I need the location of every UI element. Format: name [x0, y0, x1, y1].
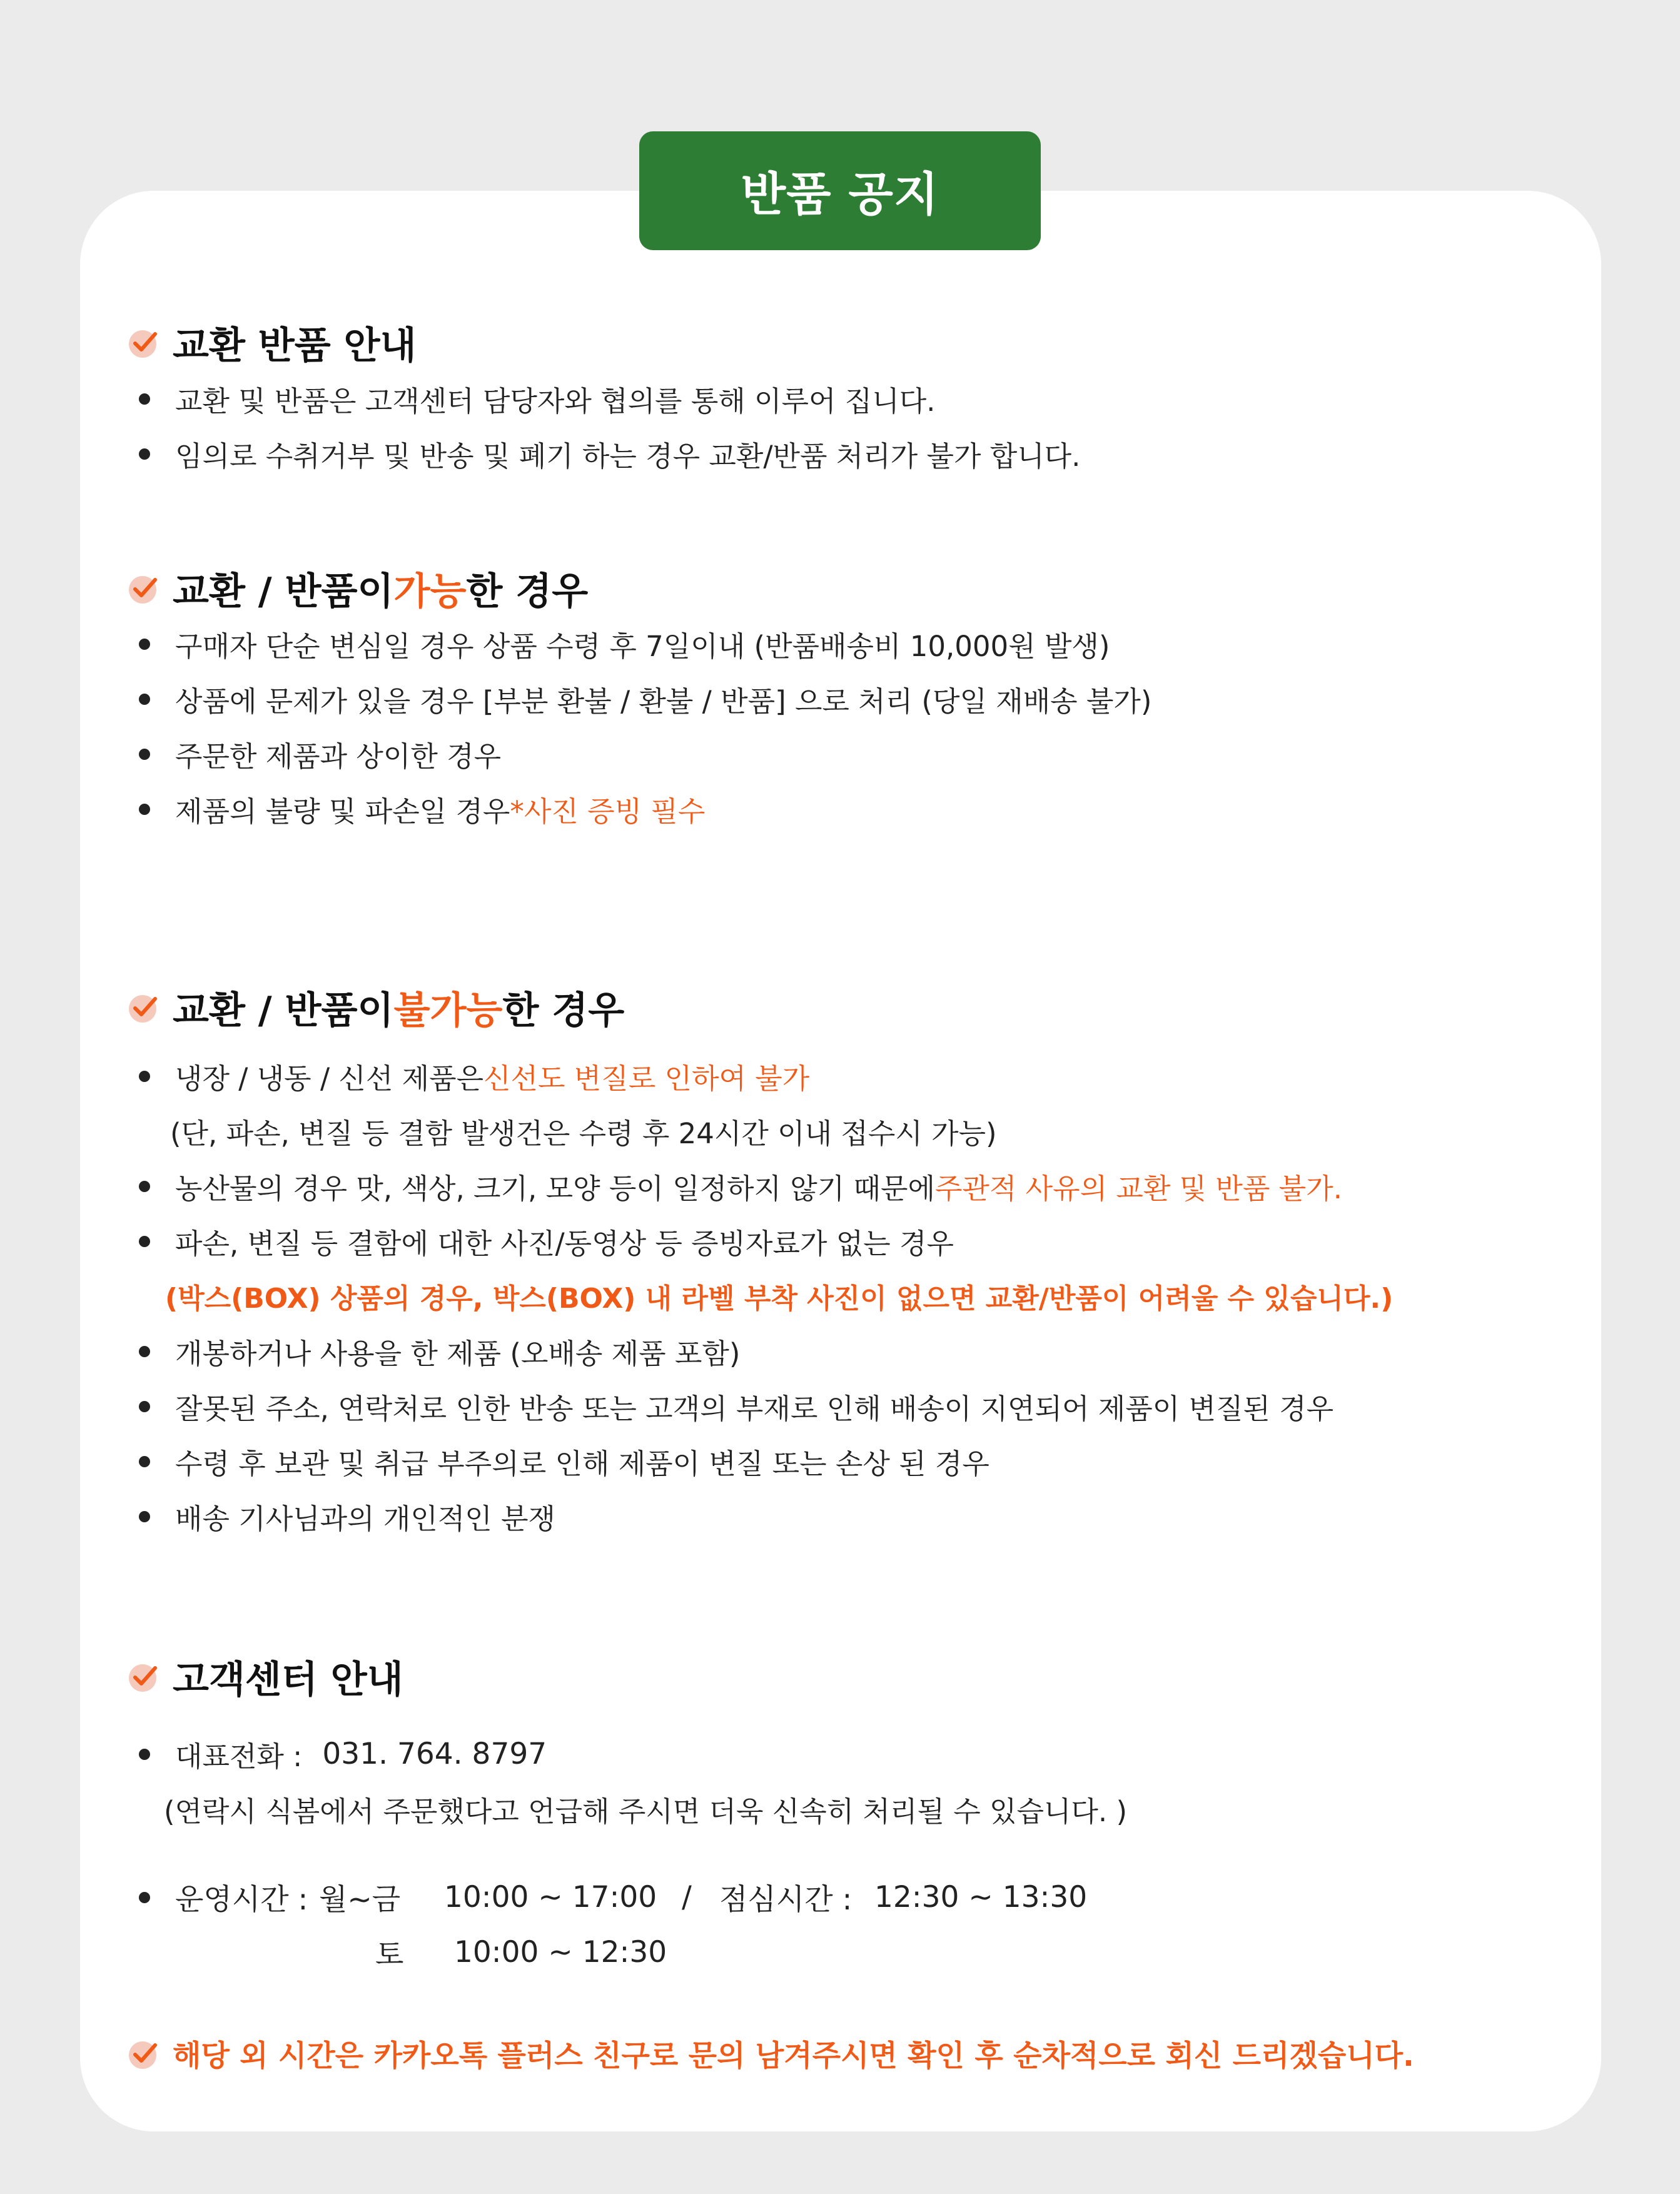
heading-text: 한 경우 [502, 989, 625, 1033]
item-highlight: 신선도 변질로 인하여 불가 [483, 1062, 810, 1095]
bullet [139, 694, 150, 705]
phone-number[interactable]: 031. 764. 8797 [322, 1737, 547, 1771]
list-item [139, 624, 1110, 664]
bullet [139, 1456, 150, 1467]
check-icon [128, 326, 160, 359]
heading-highlight: 불가능 [393, 989, 503, 1033]
phone-row [139, 1734, 547, 1774]
list-item-continuation: (박스(BOX) 상품의 경우, 박스(BOX) 내 라벨 부착 사진이 없으면 교환/반품이 어려울 수 있습니다.) [165, 1283, 1394, 1315]
bullet [139, 1236, 150, 1247]
lunch-hours: 12:30 ~ 13:30 [874, 1880, 1088, 1914]
heading-text: 교환 / 반품이 [173, 570, 394, 614]
bullet [139, 639, 150, 650]
list-item [139, 1386, 1333, 1427]
weekday-label: 월~금 [319, 1883, 401, 1917]
bullet [139, 804, 150, 815]
bullet [139, 1401, 150, 1412]
phone-note: (연락시 식봄에서 주문했다고 언급해 주시면 더욱 신속히 처리될 수 있습니다. ) [164, 1795, 1128, 1828]
item-text: 잘못된 주소, 연락처로 인한 반송 또는 고객의 부재로 인해 배송이 지연되어 제품이 변질된 경우 [175, 1392, 1334, 1425]
bullet [139, 749, 150, 760]
list-item [139, 433, 1080, 474]
page-title: 반품 공지 [639, 131, 1041, 250]
bullet [139, 1071, 150, 1082]
separator: / [682, 1880, 692, 1914]
list-item-continuation: (단, 파손, 변질 등 결함 발생건은 수령 후 24시간 이내 접수시 가능) [170, 1117, 997, 1150]
item-text: 제품의 불량 및 파손일 경우 [175, 795, 510, 828]
list-item [139, 789, 705, 829]
section-heading-exchange-guide [128, 316, 417, 370]
item-highlight: *사진 증빙 필수 [510, 795, 706, 828]
footer-note [128, 2033, 1414, 2075]
item-text: 임의로 수취거부 및 반송 및 폐기 하는 경우 교환/반품 처리가 불가 합니다. [175, 440, 1081, 473]
hours-row [139, 1876, 1087, 1918]
hours-label: 운영시간 : [175, 1883, 308, 1917]
item-text: 개봉하거나 사용을 한 제품 (오배송 제품 포함) [175, 1337, 741, 1370]
list-item [139, 1166, 1342, 1206]
section-heading-possible [128, 562, 588, 615]
check-icon [128, 572, 160, 605]
item-text: 배송 기사님과의 개인적인 분쟁 [175, 1502, 556, 1535]
heading-text: 한 경우 [466, 570, 589, 614]
bullet [139, 1346, 150, 1357]
heading-highlight: 가능 [393, 570, 467, 614]
item-text: 주문한 제품과 상이한 경우 [175, 740, 502, 773]
footer-text: 해당 외 시간은 카카오톡 플러스 친구로 문의 남겨주시면 확인 후 순차적으로 회신 드리겠습니다. [173, 2039, 1414, 2073]
heading-text: 고객센터 안내 [173, 1658, 403, 1702]
item-text: 냉장 / 냉동 / 신선 제품은 [175, 1062, 484, 1095]
heading-text: 교환 반품 안내 [173, 324, 417, 368]
section-heading-impossible [128, 981, 624, 1034]
check-icon [128, 2038, 160, 2070]
phone-label: 대표전화 : [175, 1740, 303, 1773]
bullet [139, 1892, 150, 1903]
lunch-label: 점심시간 : [719, 1883, 853, 1917]
list-item [139, 679, 1151, 719]
list-item [139, 1056, 809, 1096]
bullet [139, 393, 150, 405]
item-text: 수령 후 보관 및 취급 부주의로 인해 제품이 변질 또는 손상 된 경우 [175, 1447, 989, 1480]
bullet [139, 1511, 150, 1522]
list-item [139, 1441, 989, 1482]
check-icon [128, 1661, 160, 1693]
bullet [139, 448, 150, 460]
list-item [139, 734, 501, 774]
list-item [139, 1496, 555, 1537]
item-text: 구매자 단순 변심일 경우 상품 수령 후 7일이내 (반품배송비 10,000원 발생) [175, 630, 1110, 663]
list-item [139, 378, 936, 419]
item-text: 교환 및 반품은 고객센터 담당자와 협의를 통해 이루어 집니다. [175, 385, 936, 418]
check-icon [128, 991, 160, 1024]
section-heading-customer-center [128, 1650, 403, 1704]
item-text: 파손, 변질 등 결함에 대한 사진/동영상 등 증빙자료가 없는 경우 [175, 1227, 954, 1260]
bullet [139, 1181, 150, 1192]
weekday-hours: 10:00 ~ 17:00 [444, 1880, 657, 1914]
item-text: 농산물의 경우 맛, 색상, 크기, 모양 등이 일정하지 않기 때문에 [175, 1172, 935, 1205]
saturday-row [375, 1931, 667, 1973]
list-item [139, 1221, 954, 1261]
item-highlight: 주관적 사유의 교환 및 반품 불가. [934, 1172, 1342, 1205]
bullet [139, 1749, 150, 1760]
list-item [139, 1331, 740, 1372]
item-text: 상품에 문제가 있을 경우 [부분 환불 / 환불 / 반품] 으로 처리 (당일 재배송 불가) [175, 685, 1152, 718]
saturday-hours: 10:00 ~ 12:30 [454, 1935, 667, 1969]
heading-text: 교환 / 반품이 [173, 989, 394, 1033]
notice-card [80, 191, 1601, 2131]
saturday-label: 토 [375, 1938, 404, 1972]
